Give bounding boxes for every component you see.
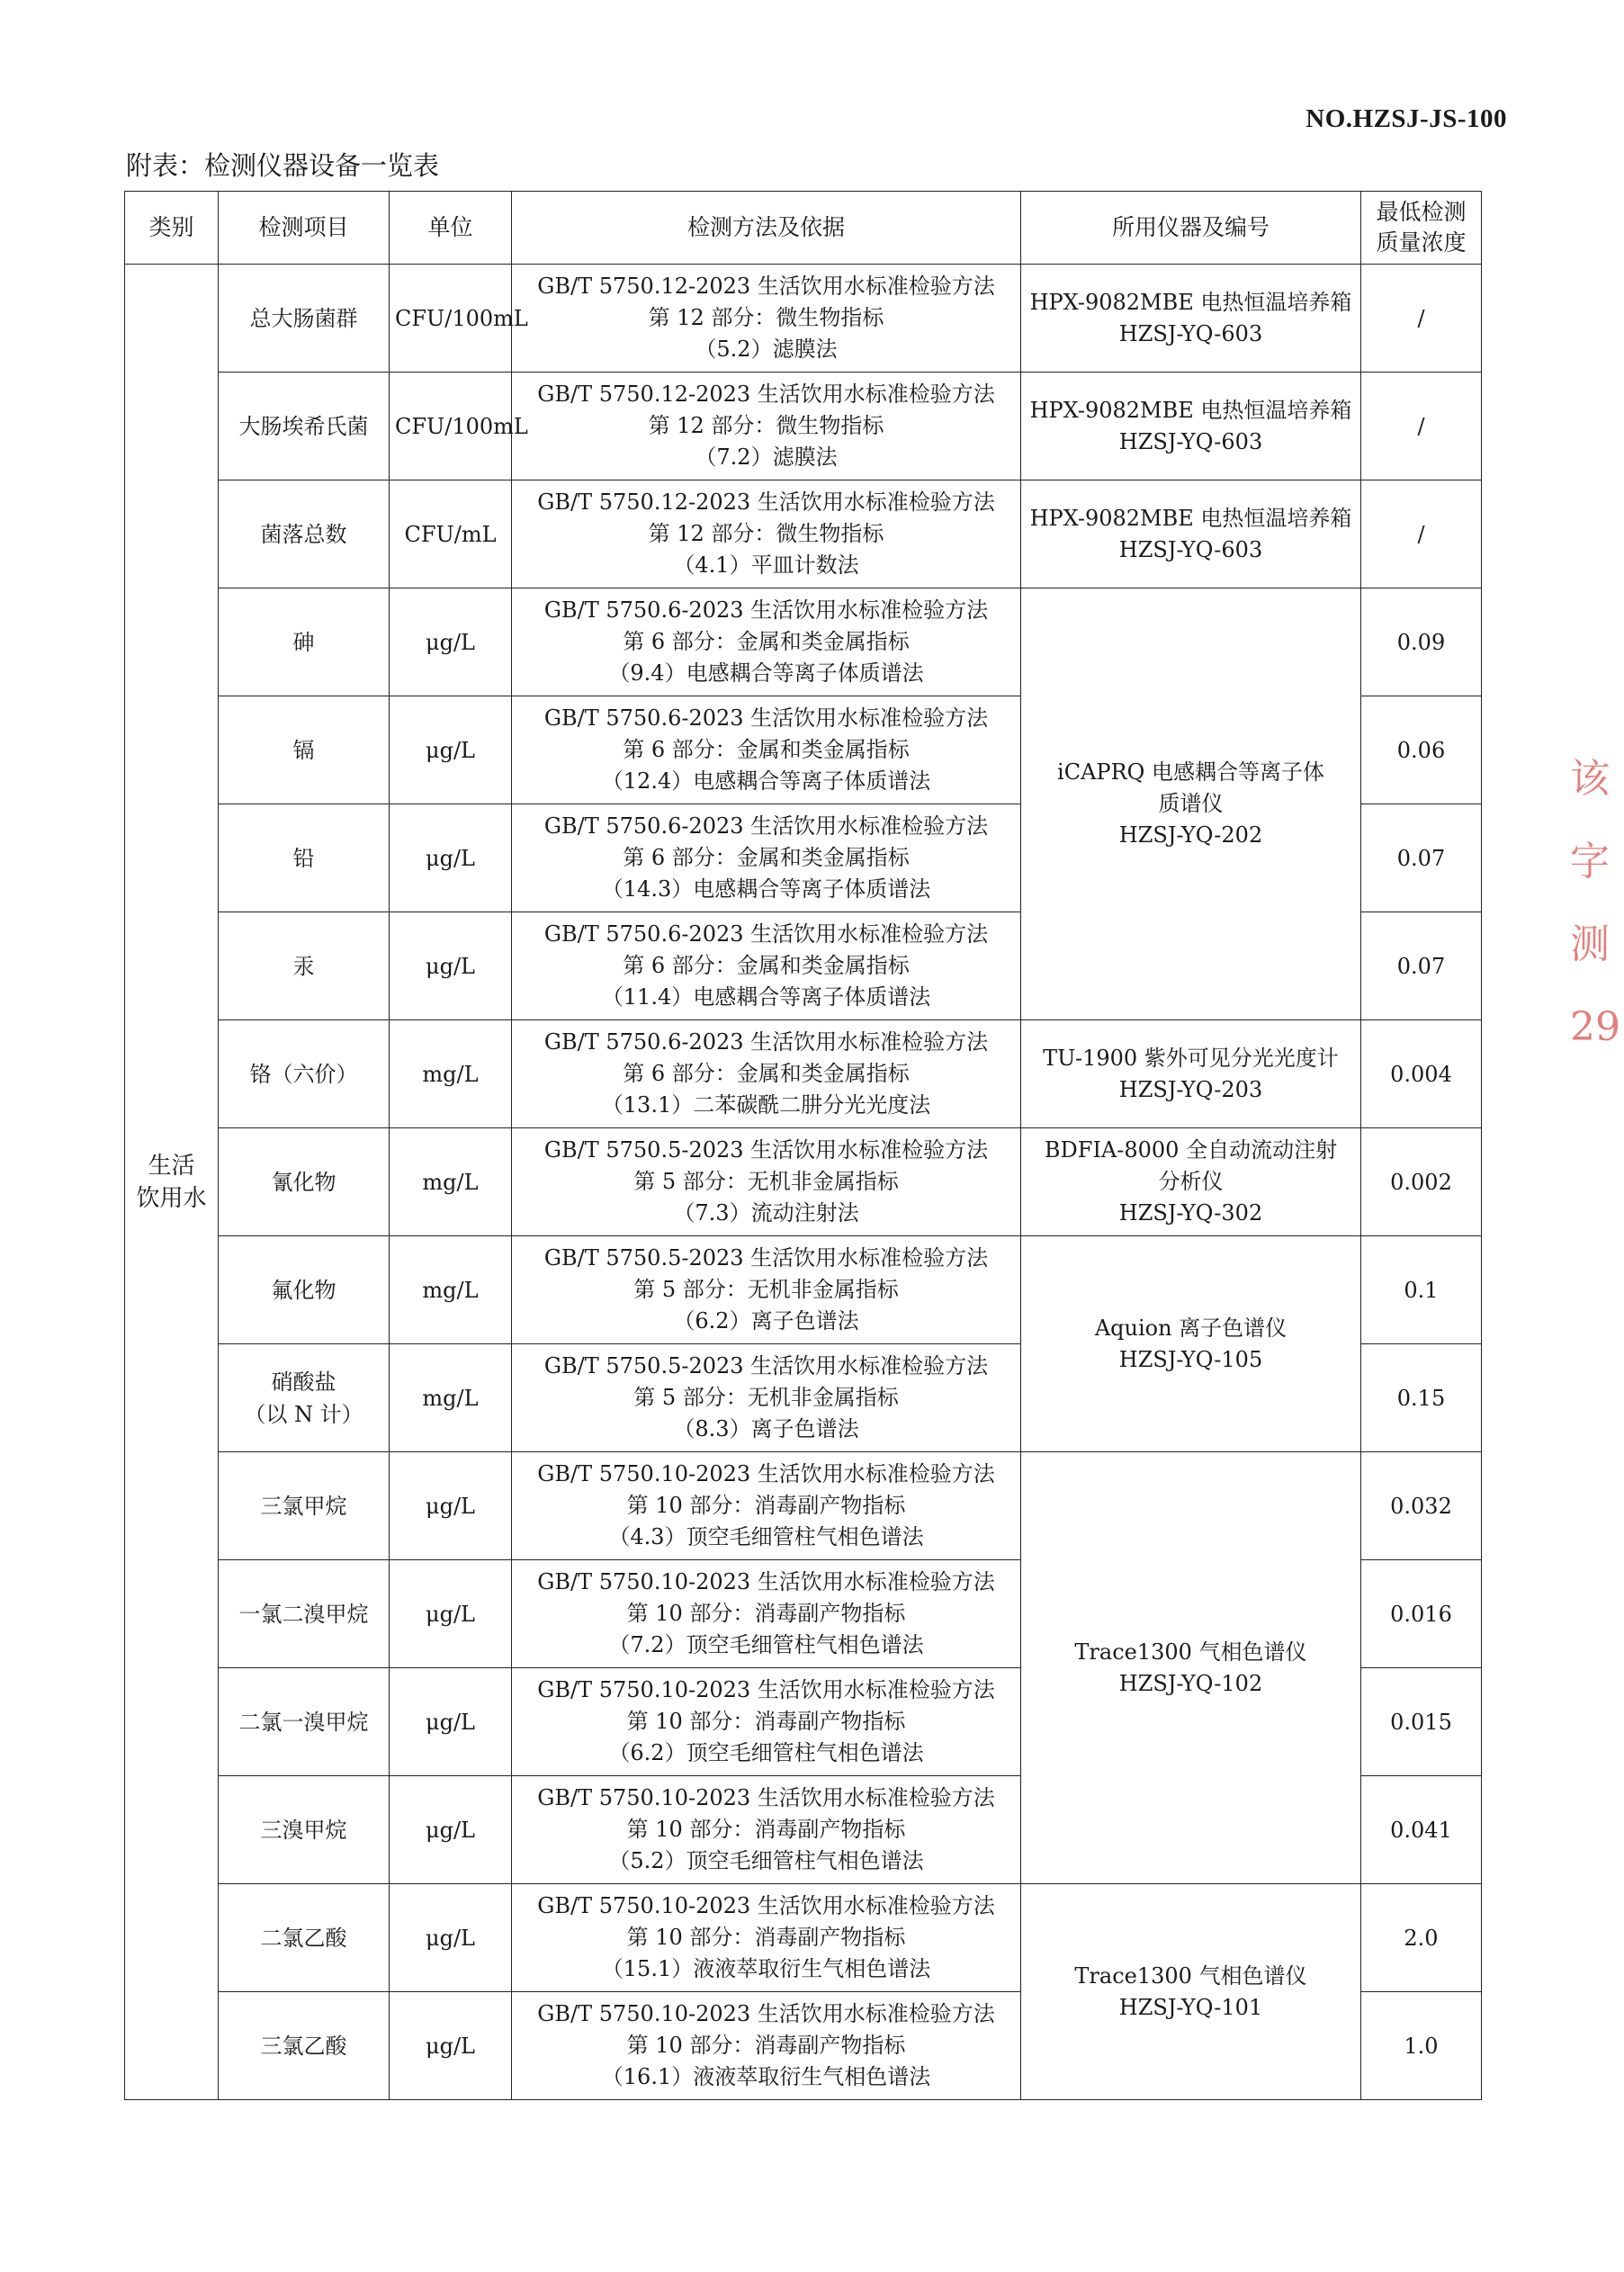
unit-cell: μg/L: [390, 1884, 512, 1992]
table-row: [125, 1236, 1482, 1344]
limit-cell: 0.09: [1361, 588, 1482, 696]
unit-cell: μg/L: [390, 1560, 512, 1668]
limit-cell: 0.06: [1361, 696, 1482, 804]
instrument-cell: Trace1300 气相色谱仪 HZSJ-YQ-101: [1021, 1884, 1361, 2100]
method-cell: GB/T 5750.10-2023 生活饮用水标准检验方法 第 10 部分：消毒副产物指标 （16.1）液液萃取衍生气相色谱法: [512, 1992, 1021, 2100]
item-cell: 一氯二溴甲烷: [219, 1560, 390, 1668]
item-cell: 镉: [219, 696, 390, 804]
method-cell: GB/T 5750.12-2023 生活饮用水标准检验方法 第 12 部分：微生物指标 （5.2）滤膜法: [512, 265, 1021, 373]
instrument-cell: HPX-9082MBE 电热恒温培养箱 HZSJ-YQ-603: [1021, 265, 1361, 373]
category-cell: 生活 饮用水: [125, 265, 219, 2100]
limit-cell: /: [1361, 480, 1482, 588]
item-cell: 砷: [219, 588, 390, 696]
unit-cell: mg/L: [390, 1236, 512, 1344]
instrument-cell: HPX-9082MBE 电热恒温培养箱 HZSJ-YQ-603: [1021, 480, 1361, 588]
item-cell: 大肠埃希氏菌: [219, 373, 390, 480]
limit-cell: 0.004: [1361, 1020, 1482, 1128]
item-cell: 菌落总数: [219, 480, 390, 588]
stamp-char: 字: [1570, 839, 1610, 885]
equipment-table: [124, 191, 1482, 2100]
unit-cell: CFU/mL: [390, 480, 512, 588]
method-cell: GB/T 5750.10-2023 生活饮用水标准检验方法 第 10 部分：消毒副产物指标 （5.2）顶空毛细管柱气相色谱法: [512, 1776, 1021, 1884]
limit-cell: 1.0: [1361, 1992, 1482, 2100]
method-cell: GB/T 5750.10-2023 生活饮用水标准检验方法 第 10 部分：消毒副产物指标 （6.2）顶空毛细管柱气相色谱法: [512, 1668, 1021, 1776]
method-cell: GB/T 5750.12-2023 生活饮用水标准检验方法 第 12 部分：微生物指标 （7.2）滤膜法: [512, 373, 1021, 480]
method-cell: GB/T 5750.5-2023 生活饮用水标准检验方法 第 5 部分：无机非金属指标 （7.3）流动注射法: [512, 1128, 1021, 1236]
header-unit: 单位: [390, 192, 512, 265]
unit-cell: CFU/100mL: [390, 265, 512, 373]
header-instrument: 所用仪器及编号: [1021, 192, 1361, 265]
unit-cell: μg/L: [390, 696, 512, 804]
method-cell: GB/T 5750.6-2023 生活饮用水标准检验方法 第 6 部分：金属和类金属指标 （9.4）电感耦合等离子体质谱法: [512, 588, 1021, 696]
unit-cell: mg/L: [390, 1344, 512, 1452]
item-cell: 铅: [219, 804, 390, 912]
item-cell: 三氯甲烷: [219, 1452, 390, 1560]
unit-cell: CFU/100mL: [390, 373, 512, 480]
limit-cell: /: [1361, 373, 1482, 480]
item-cell: 二氯乙酸: [219, 1884, 390, 1992]
item-cell: 二氯一溴甲烷: [219, 1668, 390, 1776]
instrument-cell: iCAPRQ 电感耦合等离子体 质谱仪 HZSJ-YQ-202: [1021, 588, 1361, 1020]
limit-cell: 0.1: [1361, 1236, 1482, 1344]
seal-stamp: [1570, 738, 1624, 1080]
item-cell: 铬（六价）: [219, 1020, 390, 1128]
table-row: [125, 1128, 1482, 1236]
limit-cell: 0.032: [1361, 1452, 1482, 1560]
stamp-char: 测: [1570, 921, 1610, 967]
unit-cell: mg/L: [390, 1020, 512, 1128]
method-cell: GB/T 5750.10-2023 生活饮用水标准检验方法 第 10 部分：消毒副产物指标 （7.2）顶空毛细管柱气相色谱法: [512, 1560, 1021, 1668]
unit-cell: μg/L: [390, 912, 512, 1020]
item-cell: 三氯乙酸: [219, 1992, 390, 2100]
instrument-cell: BDFIA-8000 全自动流动注射 分析仪 HZSJ-YQ-302: [1021, 1128, 1361, 1236]
stamp-char: 29: [1570, 1004, 1620, 1050]
instrument-cell: HPX-9082MBE 电热恒温培养箱 HZSJ-YQ-603: [1021, 373, 1361, 480]
limit-cell: 0.041: [1361, 1776, 1482, 1884]
stamp-char: 该: [1570, 756, 1610, 802]
table-row: [125, 588, 1482, 696]
method-cell: GB/T 5750.10-2023 生活饮用水标准检验方法 第 10 部分：消毒副产物指标 （15.1）液液萃取衍生气相色谱法: [512, 1884, 1021, 1992]
instrument-cell: TU-1900 紫外可见分光光度计 HZSJ-YQ-203: [1021, 1020, 1361, 1128]
method-cell: GB/T 5750.5-2023 生活饮用水标准检验方法 第 5 部分：无机非金属指标 （6.2）离子色谱法: [512, 1236, 1021, 1344]
item-cell: 总大肠菌群: [219, 265, 390, 373]
method-cell: GB/T 5750.6-2023 生活饮用水标准检验方法 第 6 部分：金属和类金属指标 （12.4）电感耦合等离子体质谱法: [512, 696, 1021, 804]
item-cell: 硝酸盐 （以 N 计）: [219, 1344, 390, 1452]
method-cell: GB/T 5750.6-2023 生活饮用水标准检验方法 第 6 部分：金属和类金属指标 （13.1）二苯碳酰二肼分光光度法: [512, 1020, 1021, 1128]
table-row: [125, 265, 1482, 373]
method-cell: GB/T 5750.12-2023 生活饮用水标准检验方法 第 12 部分：微生物指标 （4.1）平皿计数法: [512, 480, 1021, 588]
document-number: NO.HZSJ-JS-100: [1305, 104, 1507, 133]
instrument-cell: Aquion 离子色谱仪 HZSJ-YQ-105: [1021, 1236, 1361, 1452]
limit-cell: 0.07: [1361, 804, 1482, 912]
table-caption: 附表：检测仪器设备一览表: [126, 150, 440, 181]
unit-cell: μg/L: [390, 1668, 512, 1776]
limit-cell: 0.015: [1361, 1668, 1482, 1776]
unit-cell: mg/L: [390, 1128, 512, 1236]
header-row: [125, 192, 1482, 265]
item-cell: 氟化物: [219, 1236, 390, 1344]
instrument-cell: Trace1300 气相色谱仪 HZSJ-YQ-102: [1021, 1452, 1361, 1884]
table-row: [125, 373, 1482, 480]
item-cell: 三溴甲烷: [219, 1776, 390, 1884]
limit-cell: 0.15: [1361, 1344, 1482, 1452]
header-method: 检测方法及依据: [512, 192, 1021, 265]
unit-cell: μg/L: [390, 588, 512, 696]
table-row: [125, 480, 1482, 588]
limit-cell: 2.0: [1361, 1884, 1482, 1992]
unit-cell: μg/L: [390, 1452, 512, 1560]
unit-cell: μg/L: [390, 1992, 512, 2100]
table-row: [125, 1884, 1482, 1992]
method-cell: GB/T 5750.10-2023 生活饮用水标准检验方法 第 10 部分：消毒副产物指标 （4.3）顶空毛细管柱气相色谱法: [512, 1452, 1021, 1560]
item-cell: 汞: [219, 912, 390, 1020]
header-limit: 最低检测 质量浓度: [1361, 192, 1482, 265]
method-cell: GB/T 5750.5-2023 生活饮用水标准检验方法 第 5 部分：无机非金属指标 （8.3）离子色谱法: [512, 1344, 1021, 1452]
unit-cell: μg/L: [390, 1776, 512, 1884]
limit-cell: 0.002: [1361, 1128, 1482, 1236]
method-cell: GB/T 5750.6-2023 生活饮用水标准检验方法 第 6 部分：金属和类金属指标 （11.4）电感耦合等离子体质谱法: [512, 912, 1021, 1020]
header-category: 类别: [125, 192, 219, 265]
limit-cell: 0.016: [1361, 1560, 1482, 1668]
item-cell: 氰化物: [219, 1128, 390, 1236]
limit-cell: 0.07: [1361, 912, 1482, 1020]
table-row: [125, 1020, 1482, 1128]
table-row: [125, 1452, 1482, 1560]
limit-cell: /: [1361, 265, 1482, 373]
unit-cell: μg/L: [390, 804, 512, 912]
method-cell: GB/T 5750.6-2023 生活饮用水标准检验方法 第 6 部分：金属和类金属指标 （14.3）电感耦合等离子体质谱法: [512, 804, 1021, 912]
header-item: 检测项目: [219, 192, 390, 265]
